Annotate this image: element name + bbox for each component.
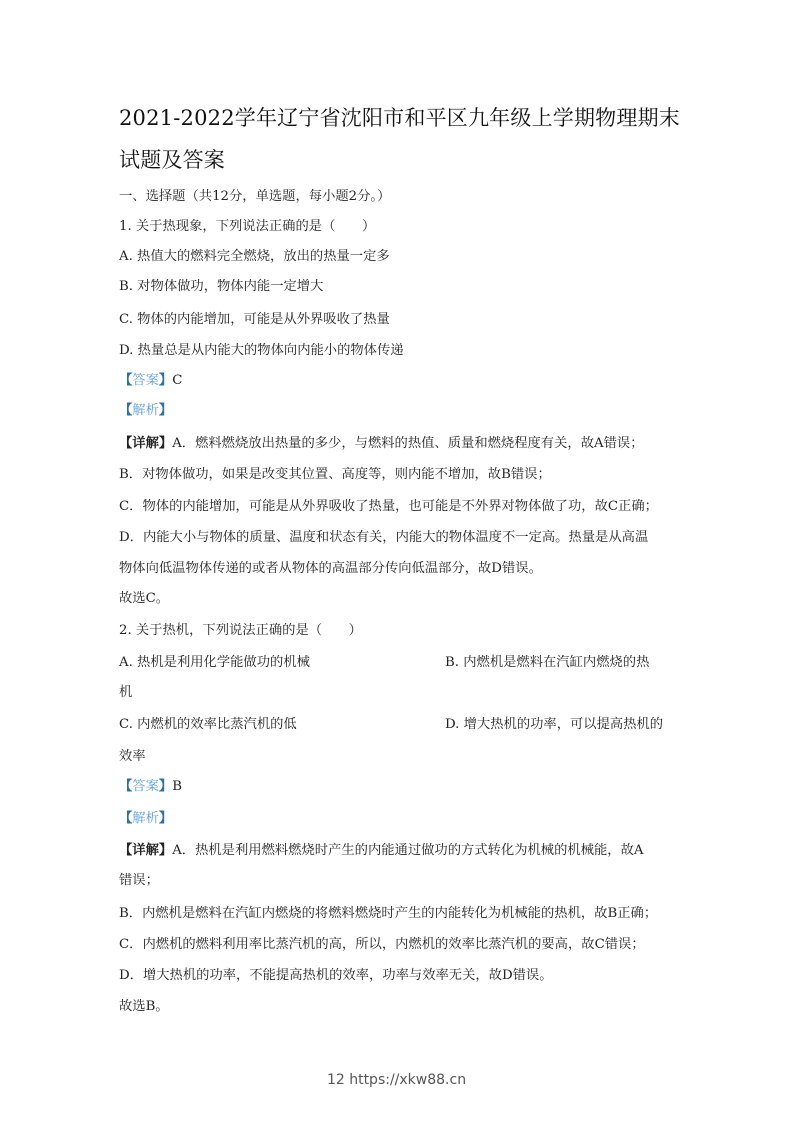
q2-conclusion: 故选B。 — [119, 999, 169, 1014]
q2-detail-a — [119, 842, 644, 860]
answer-tag: 答案 — [132, 779, 159, 794]
q2-option-a: A. 热机是利用化学能做功的机械 — [119, 655, 310, 670]
q2-detail-a-cont: 错误； — [119, 873, 159, 888]
q1-stem: 1. 关于热现象，下列说法正确的是（ ） — [119, 219, 376, 234]
q2-answer — [119, 778, 182, 796]
detail-tag-open: 【 — [119, 436, 133, 451]
bracket-right: 】 — [158, 811, 173, 826]
q1-detail-d-cont: 物体向低温物体传递的或者从物体的高温部分传向低温部分，故D错误。 — [119, 561, 542, 576]
bracket-left: 【 — [119, 779, 133, 794]
detail-tag: 详解 — [132, 843, 159, 858]
bracket-right: 】 — [158, 373, 173, 388]
q1-option-b: B. 对物体做功，物体内能一定增大 — [119, 279, 324, 294]
bracket-left: 【 — [119, 373, 133, 388]
q1-option-d: D. 热量总是从内能大的物体向内能小的物体传递 — [119, 343, 404, 358]
q1-detail-c: C．物体的内能增加，可能是从外界吸收了热量，也可能是不外界对物体做了功，故C正确； — [119, 499, 658, 514]
bracket-right: 】 — [158, 779, 173, 794]
q1-conclusion: 故选C。 — [119, 591, 170, 606]
q1-detail-b: B．对物体做功，如果是改变其位置、高度等，则内能不增加，故B错误； — [119, 467, 551, 482]
q1-answer — [119, 372, 182, 390]
bracket-right: 】 — [158, 403, 173, 418]
q1-detail-a — [119, 435, 644, 453]
bracket-left: 【 — [119, 403, 133, 418]
detail-text: A．热机是利用燃料燃烧时产生的内能通过做功的方式转化为机械的机械能，故A — [172, 843, 644, 858]
q2-detail-d: D．增大热机的功率，不能提高热机的效率，功率与效率无关，故D错误。 — [119, 968, 553, 983]
answer-tag: 答案 — [132, 373, 159, 388]
q1-option-c: C. 物体的内能增加，可能是从外界吸收了热量 — [119, 312, 390, 327]
q2-option-d: D. 增大热机的功率，可以提高热机的 — [445, 717, 664, 732]
detail-tag-close: 】 — [158, 843, 173, 858]
document-title-line-1: 2021-2022学年辽宁省沈阳市和平区九年级上学期物理期末 — [119, 106, 680, 130]
q1-analysis-heading — [119, 402, 172, 420]
q1-option-a: A. 热值大的燃料完全燃烧，放出的热量一定多 — [119, 249, 390, 264]
detail-text: A．燃料燃烧放出热量的多少，与燃料的热值、质量和燃烧程度有关，故A错误； — [172, 436, 644, 451]
analysis-tag: 解析 — [132, 811, 159, 826]
answer-value: B — [172, 779, 182, 794]
answer-value: C — [172, 373, 183, 388]
detail-tag-open: 【 — [119, 843, 133, 858]
q2-detail-c: C．内燃机的燃料利用率比蒸汽机的高，所以，内燃机的效率比蒸汽机的要高，故C错误； — [119, 937, 645, 952]
q1-detail-d: D．内能大小与物体的质量、温度和状态有关，内能大的物体温度不一定高。热量是从高温 — [119, 530, 649, 545]
q2-option-c: C. 内燃机的效率比蒸汽机的低 — [119, 717, 297, 732]
detail-tag: 详解 — [132, 436, 159, 451]
document-title-line-2: 试题及答案 — [119, 148, 225, 172]
q2-option-d-cont: 效率 — [119, 749, 146, 764]
q2-detail-b: B．内燃机是燃料在汽缸内燃烧的将燃料燃烧时产生的内能转化为机械能的热机，故B正确； — [119, 906, 658, 921]
analysis-tag: 解析 — [132, 403, 159, 418]
section-heading: 一、选择题（共12分，单选题，每小题2分。） — [119, 189, 391, 204]
q2-analysis-heading — [119, 810, 172, 828]
detail-tag-close: 】 — [158, 436, 173, 451]
q2-option-b: B. 内燃机是燃料在汽缸内燃烧的热 — [445, 655, 650, 670]
bracket-left: 【 — [119, 811, 133, 826]
page-footer: 12 https://xkw88.cn — [326, 1072, 467, 1088]
q2-option-b-cont: 机 — [119, 685, 133, 700]
q2-stem: 2. 关于热机，下列说法正确的是（ ） — [119, 623, 362, 638]
